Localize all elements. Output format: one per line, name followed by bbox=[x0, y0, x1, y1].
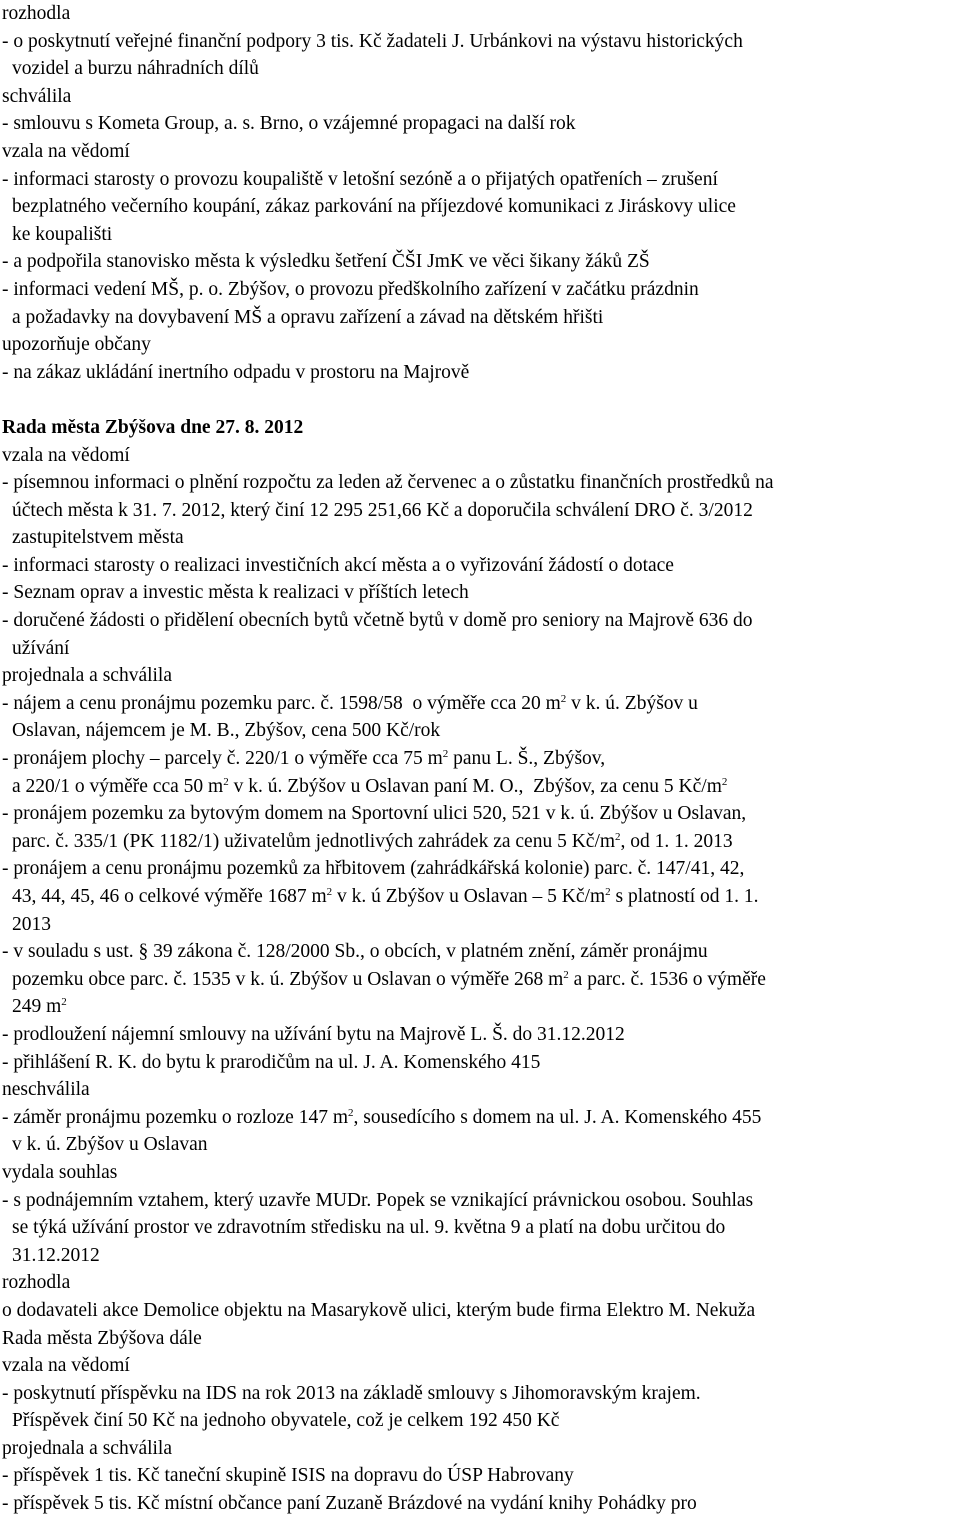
list-item: - informaci starosty o provozu koupaliště v letošní sezóně a o přijatých opatřeních – zrušení bbox=[2, 168, 718, 190]
list-item-continuation: a požadavky na dovybavení MŠ a opravu zařízení a závad na dětském hřišti bbox=[12, 306, 604, 328]
paragraph: o dodavateli akce Demolice objektu na Masarykově ulici, kterým bude firma Elektro M. Nekuža bbox=[2, 1299, 756, 1321]
section-heading: projednala a schválila bbox=[2, 1437, 173, 1459]
meeting-title: Rada města Zbýšova dne 27. 8. 2012 bbox=[2, 416, 304, 438]
list-item-continuation: 2013 bbox=[12, 913, 51, 935]
list-item: - a podpořila stanovisko města k výsledku šetření ČŠI JmK ve věci šikany žáků ZŠ bbox=[2, 251, 650, 273]
section-heading: Rada města Zbýšova dále bbox=[2, 1327, 202, 1349]
list-item: - nájem a cenu pronájmu pozemku parc. č. 1598/58 o výměře cca 20 $m^2$ v k. ú. Zbýšov u bbox=[2, 692, 698, 714]
section-heading: projednala a schválila bbox=[2, 665, 173, 687]
list-item-continuation: a 220/1 o výměře cca 50 $m^2$ v k. ú. Zbýšov u Oslavan paní M. O., Zbýšov, za cenu 5 $Kč/m^2$ bbox=[12, 775, 728, 797]
list-item: - pronájem pozemku za bytovým domem na Sportovní ulici 520, 521 v k. ú. Zbýšov u Oslavan, bbox=[2, 803, 747, 825]
section-heading: vydala souhlas bbox=[2, 1161, 118, 1183]
list-item: - přihlášení R. K. do bytu k prarodičům na ul. J. A. Komenského 415 bbox=[2, 1051, 541, 1073]
list-item: - informaci starosty o realizaci investičních akcí města a o vyřizování žádostí o dotace bbox=[2, 554, 674, 576]
list-item-continuation: bezplatného večerního koupání, zákaz parkování na příjezdové komunikaci z Jiráskovy ulice bbox=[12, 196, 736, 218]
section-heading: upozorňuje občany bbox=[2, 334, 151, 356]
list-item-continuation: parc. č. 335/1 (PK 1182/1) uživatelům jednotlivých zahrádek za cenu 5 $Kč/m^2$, od 1. 1. 2013 bbox=[12, 830, 733, 852]
blank-line bbox=[2, 386, 960, 414]
section-heading: vzala na vědomí bbox=[2, 444, 130, 466]
list-item-continuation: 43, 44, 45, 46 o celkové výměře 1687 $m^2$ v k. ú Zbýšov u Oslavan – 5 $Kč/m^2$ s platností od 1. 1. bbox=[12, 886, 759, 907]
list-item: - písemnou informaci o plnění rozpočtu za leden až červenec a o zůstatku finančních prostředků na bbox=[2, 472, 774, 494]
list-item-continuation: účtech města k 31. 7. 2012, který činí 12 295 251,66 Kč a doporučila schválení DRO č. 3/2012 bbox=[12, 499, 753, 521]
list-item-continuation: vozidel a burzu náhradních dílů bbox=[12, 58, 259, 80]
list-item-continuation: 249 $m^2$ bbox=[12, 996, 67, 1018]
list-item-continuation: Příspěvek činí 50 Kč na jednoho obyvatele, což je celkem 192 450 Kč bbox=[12, 1410, 560, 1432]
list-item: - Seznam oprav a investic města k realizaci v příštích letech bbox=[2, 582, 469, 604]
list-item: - doručené žádosti o přidělení obecních bytů včetně bytů v domě pro seniory na Majrově 636 do bbox=[2, 610, 753, 632]
list-item-continuation: užívání bbox=[12, 637, 70, 659]
list-item: - smlouvu s Kometa Group, a. s. Brno, o vzájemné propagaci na další rok bbox=[2, 113, 576, 135]
list-item-continuation: v k. ú. Zbýšov u Oslavan bbox=[12, 1134, 208, 1156]
list-item-continuation: zastupitelstvem města bbox=[12, 527, 184, 549]
section-heading: vzala na vědomí bbox=[2, 1355, 130, 1377]
list-item: - záměr pronájmu pozemku o rozloze 147 $m^2$, sousedícího s domem na ul. J. A. Komenského 455 bbox=[2, 1106, 762, 1128]
list-item: - prodloužení nájemní smlouvy na užívání bytu na Majrově L. Š. do 31.12.2012 bbox=[2, 1023, 625, 1045]
section-heading: rozhodla bbox=[2, 3, 71, 24]
list-item: - pronájem a cenu pronájmu pozemků za hřbitovem (zahrádkářská kolonie) parc. č. 147/41, 42, bbox=[2, 858, 745, 880]
list-item: - o poskytnutí veřejné finanční podpory 3 tis. Kč žadateli J. Urbánkovi na výstavu historických bbox=[2, 30, 743, 52]
list-item: - poskytnutí příspěvku na IDS na rok 2013 na základě smlouvy s Jihomoravským krajem. bbox=[2, 1382, 701, 1404]
list-item-continuation: se týká užívání prostor ve zdravotním středisku na ul. 9. května 9 a platí na dobu určitou do bbox=[12, 1217, 726, 1239]
list-item: - informaci vedení MŠ, p. o. Zbýšov, o provozu předškolního zařízení v začátku prázdnin bbox=[2, 278, 699, 300]
list-item-continuation: Oslavan, nájemcem je M. B., Zbýšov, cena 500 Kč/rok bbox=[12, 720, 441, 742]
list-item: - příspěvek 5 tis. Kč místní občance paní Zuzaně Brázdové na vydání knihy Pohádky pro bbox=[2, 1493, 697, 1515]
list-item-continuation: ke koupališti bbox=[12, 223, 113, 245]
list-item: - s podnájemním vztahem, který uzavře MUDr. Popek se vznikající právnickou osobou. Souhlas bbox=[2, 1189, 754, 1211]
section-heading: rozhodla bbox=[2, 1272, 71, 1294]
list-item: - na zákaz ukládání inertního odpadu v prostoru na Majrově bbox=[2, 361, 470, 383]
section-heading: vzala na vědomí bbox=[2, 140, 130, 162]
list-item: - v souladu s ust. § 39 zákona č. 128/2000 Sb., o obcích, v platném znění, záměr pronájmu bbox=[2, 941, 708, 963]
section-heading: schválila bbox=[2, 85, 72, 107]
list-item: - pronájem plochy – parcely č. 220/1 o výměře cca 75 $m^2$ panu L. Š., Zbýšov, bbox=[2, 748, 606, 770]
list-item-continuation: 31.12.2012 bbox=[12, 1244, 100, 1266]
section-heading: neschválila bbox=[2, 1079, 90, 1101]
list-item-continuation: pozemku obce parc. č. 1535 v k. ú. Zbýšov u Oslavan o výměře 268 $m^2$ a parc. č. 1536 o výměře bbox=[12, 968, 766, 990]
list-item: - příspěvek 1 tis. Kč taneční skupině ISIS na dopravu do ÚSP Habrovany bbox=[2, 1465, 574, 1487]
